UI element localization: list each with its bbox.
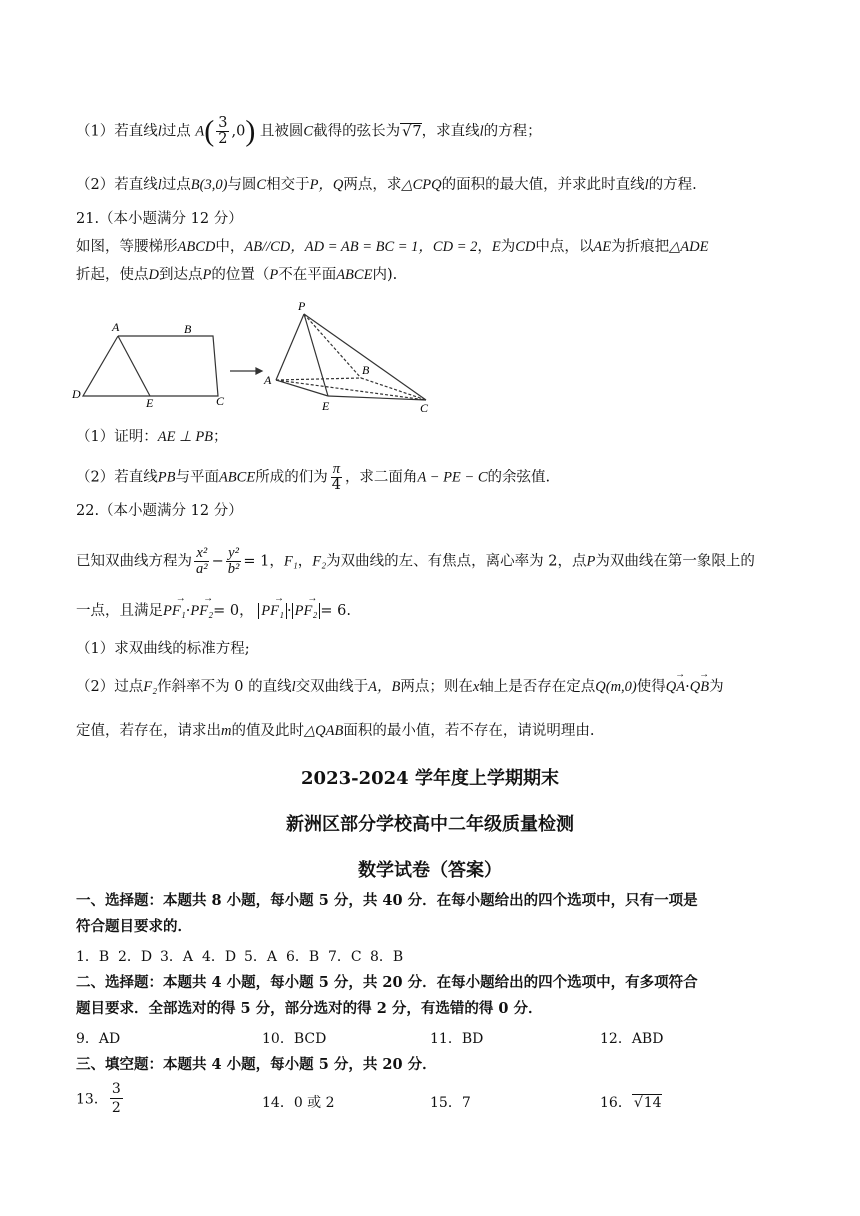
q22-stem-1	[76, 546, 800, 577]
triangle-cpq: △CPQ	[401, 177, 442, 193]
point-e: E	[491, 239, 501, 255]
text: 为折痕把	[611, 239, 670, 255]
text: 中点，以	[535, 239, 594, 255]
answer-3: 3．A	[160, 949, 194, 965]
q21-heading: 21.（本小题满分 12 分）	[76, 211, 243, 227]
conditions: AB//CD，AD = AB = BC = 1，CD = 2	[244, 239, 478, 255]
section1-heading-2: 符合题目要求的．	[76, 918, 192, 935]
numerator: π	[332, 461, 340, 477]
dot: ·	[685, 679, 690, 695]
circle-c: C	[303, 123, 314, 140]
var-m: m	[221, 723, 232, 739]
text: ，求二面角	[344, 469, 418, 486]
denominator: a²	[196, 561, 208, 577]
text: ；	[213, 429, 228, 445]
focus-f1: F₁	[283, 553, 298, 570]
arrow-icon	[230, 368, 262, 374]
dot: ·	[287, 603, 292, 619]
text: 不在平面	[278, 267, 337, 283]
segment-ae: AE	[593, 239, 612, 255]
trapezoid-abcd: ABCD	[177, 239, 216, 255]
label-a: A	[112, 320, 120, 334]
triangle-ade: △ADE	[669, 239, 709, 255]
q22-part2	[76, 676, 800, 698]
text: 一点，且满足	[76, 603, 163, 619]
answer-6: 6．B	[286, 949, 320, 965]
plane-abce: ABCE	[336, 267, 373, 283]
section3-heading: 三、填空题：本题共 4 小题，每小题 5 分，共 20 分．	[76, 1056, 437, 1073]
denominator: 2	[218, 131, 228, 147]
text: 的余弦值.	[487, 469, 551, 486]
pyramid-diagram	[276, 314, 426, 400]
right-paren: )	[245, 114, 256, 148]
text: 两点；则在	[400, 679, 473, 695]
answer-8: 8．B	[370, 949, 404, 965]
denominator: b²	[227, 561, 240, 577]
text: 交双曲线于	[295, 679, 369, 695]
vector-pf1: → PF₁	[261, 600, 284, 622]
label-b: B	[184, 322, 192, 336]
fraction-y2-b2	[226, 546, 242, 577]
section2-heading-2: 题目要求．全部选对的得 5 分，部分选对的得 2 分，有选错的得 0 分．	[76, 1000, 543, 1017]
fraction-x2-a2	[194, 546, 210, 577]
triangle-qab: △QAB	[303, 723, 344, 739]
answer-title-school: 新洲区部分学校高中二年级质量检测	[286, 814, 574, 835]
fraction-3-2	[216, 116, 229, 147]
answer-9: 9．AD	[76, 1031, 121, 1047]
text: 的方程；	[483, 123, 542, 140]
text: 两点，求	[343, 177, 402, 193]
answer-5: 5．A	[244, 949, 278, 965]
text: （2）若直线	[76, 177, 158, 193]
focus-f2: F₂	[143, 679, 158, 695]
text: 为双曲线的左、有焦点，离心率为 2，点	[326, 553, 587, 570]
q21-figure	[68, 296, 448, 416]
label-e: E	[146, 396, 154, 410]
answer-title-year: 2023-2024 学年度上学期期末	[301, 768, 559, 789]
section1-heading: 一、选择题：本题共 8 小题，每小题 5 分，共 40 分．在每小题给出的四个选项中，只有一项是	[76, 892, 698, 909]
q21-stem-2	[76, 264, 800, 286]
q21-stem-1	[76, 236, 800, 258]
text: 与平面	[175, 469, 219, 486]
point-p: P	[269, 267, 279, 283]
section1-answers	[76, 946, 412, 966]
vector-pf2: → PF₂	[295, 600, 318, 622]
var-l: l	[479, 123, 484, 140]
answer-10: 10．BCD	[262, 1031, 327, 1047]
circle-c: C	[256, 177, 267, 193]
text: = 0，	[213, 603, 254, 619]
fraction-pi-4	[330, 462, 343, 493]
text: 使得	[636, 679, 666, 695]
focus-f2: F₂	[312, 553, 327, 570]
abs-pf1	[258, 603, 287, 619]
numerator: y²	[228, 545, 239, 561]
q22-heading: 22.（本小题满分 12 分）	[76, 503, 243, 519]
text: ，求直线	[421, 123, 480, 140]
text: 的方程.	[648, 177, 697, 193]
text: 面积的最小值，若不存在，请说明理由.	[343, 723, 595, 739]
minus: −	[211, 553, 224, 570]
var-l: l	[644, 177, 649, 193]
perp-expression: AE ⊥ PB	[157, 429, 214, 445]
text: 中，	[215, 239, 245, 255]
vector-qb: → QB	[690, 676, 709, 698]
text: = 6.	[320, 603, 351, 619]
answer-1: 1．B	[76, 949, 110, 965]
label-c2: C	[420, 401, 429, 415]
q21-part1	[76, 426, 800, 448]
numerator: 3	[218, 115, 228, 131]
text: 过点	[161, 177, 191, 193]
text: 已知双曲线方程为	[76, 553, 192, 570]
denominator: 4	[331, 477, 341, 493]
text: （2）过点	[76, 679, 144, 695]
fraction-3-2	[110, 1080, 123, 1117]
text: 截得的弦长为	[313, 123, 401, 140]
left-paren: (	[204, 114, 215, 148]
answer-13-label: 13．	[76, 1091, 108, 1108]
text: 内).	[372, 267, 398, 283]
segment-cd: CD	[515, 239, 536, 255]
answer-16	[600, 1092, 662, 1112]
dihedral-angle: A − PE − C	[417, 469, 488, 486]
var-l: l	[157, 123, 162, 140]
label-e2: E	[322, 399, 330, 413]
label-p: P	[298, 299, 306, 313]
answer-14: 14．0 或 2	[262, 1095, 335, 1111]
text: 作斜率不为 0 的直线	[157, 679, 292, 695]
answer-7: 7．C	[328, 949, 362, 965]
text: = 1，	[243, 553, 284, 570]
text: 定值，若存在，请求出	[76, 723, 221, 739]
text: （1）若直线	[76, 123, 158, 140]
text: 的值及此时	[231, 723, 304, 739]
q22-stem-2	[76, 600, 800, 622]
label-c: C	[216, 394, 225, 408]
text: 且被圆	[259, 123, 304, 140]
text: 折起，使点	[76, 267, 149, 283]
sqrt-7: √ 7	[400, 123, 421, 140]
numerator: 3	[111, 1081, 121, 1097]
point-p: P	[586, 553, 596, 570]
text: 到达点	[158, 267, 203, 283]
point-a: A	[195, 123, 205, 140]
abs-pf2	[292, 603, 321, 619]
q22-part1: （1）求双曲线的标准方程;	[76, 641, 250, 657]
sqrt-14: √ 14	[632, 1094, 662, 1111]
text: ,0	[231, 123, 246, 140]
section2-heading: 二、选择题：本题共 4 小题，每小题 5 分，共 20 分．在每小题给出的四个选项中，有多项符合	[76, 974, 698, 991]
q20-part2	[76, 174, 800, 196]
point-b: B(3,0)	[190, 177, 228, 193]
answer-11: 11．BD	[430, 1031, 484, 1047]
var-x: x	[472, 679, 480, 695]
vector-pf2: → PF₂	[190, 600, 213, 622]
denominator: 2	[111, 1100, 121, 1116]
answer-16-label: 16．	[600, 1095, 632, 1111]
text: （2）若直线	[76, 469, 158, 486]
label-b2: B	[362, 363, 370, 377]
q22-part2-cont	[76, 720, 800, 742]
text: 的位置（	[211, 267, 270, 283]
q21-part2	[76, 462, 800, 493]
text: 相交于	[266, 177, 310, 193]
var-l: l	[157, 177, 162, 193]
text: 为双曲线在第一象限上的	[595, 553, 755, 570]
answer-title-subject: 数学试卷（答案）	[358, 860, 502, 881]
q20-part1	[76, 116, 800, 147]
label-d: D	[72, 387, 81, 401]
points-ab: A，B	[368, 679, 401, 695]
trapezoid-diagram	[83, 336, 218, 396]
text: 为	[500, 239, 516, 255]
text: 的面积的最大值，并求此时直线	[441, 177, 645, 193]
answer-15: 15．7	[430, 1095, 471, 1111]
points-pq: P，Q	[309, 177, 344, 193]
vector-pf1: → PF₁	[163, 600, 186, 622]
answer-12: 12．ABD	[600, 1031, 664, 1047]
text: 为	[709, 679, 724, 695]
numerator: x²	[196, 545, 208, 561]
text: 轴上是否存在定点	[479, 679, 596, 695]
text: （1）证明：	[76, 429, 158, 445]
answer-2: 2．D	[118, 949, 153, 965]
text: 所成的们为	[255, 469, 328, 486]
var-l: l	[291, 679, 296, 695]
text: 过点	[161, 123, 191, 140]
plane-abce: ABCE	[218, 469, 256, 486]
point-p: P	[202, 267, 212, 283]
text: ，	[297, 553, 313, 570]
point-d: D	[148, 267, 159, 283]
vector-qa: → QA	[666, 676, 685, 698]
point-q: Q(m,0)	[595, 679, 637, 695]
text: 与圆	[227, 177, 257, 193]
text: ，	[477, 239, 492, 255]
line-pb: PB	[157, 469, 176, 486]
dot: ·	[185, 603, 191, 619]
answer-13	[76, 1080, 125, 1117]
answer-4: 4．D	[202, 949, 237, 965]
label-a2: A	[264, 373, 272, 387]
text: 如图，等腰梯形	[76, 239, 178, 255]
